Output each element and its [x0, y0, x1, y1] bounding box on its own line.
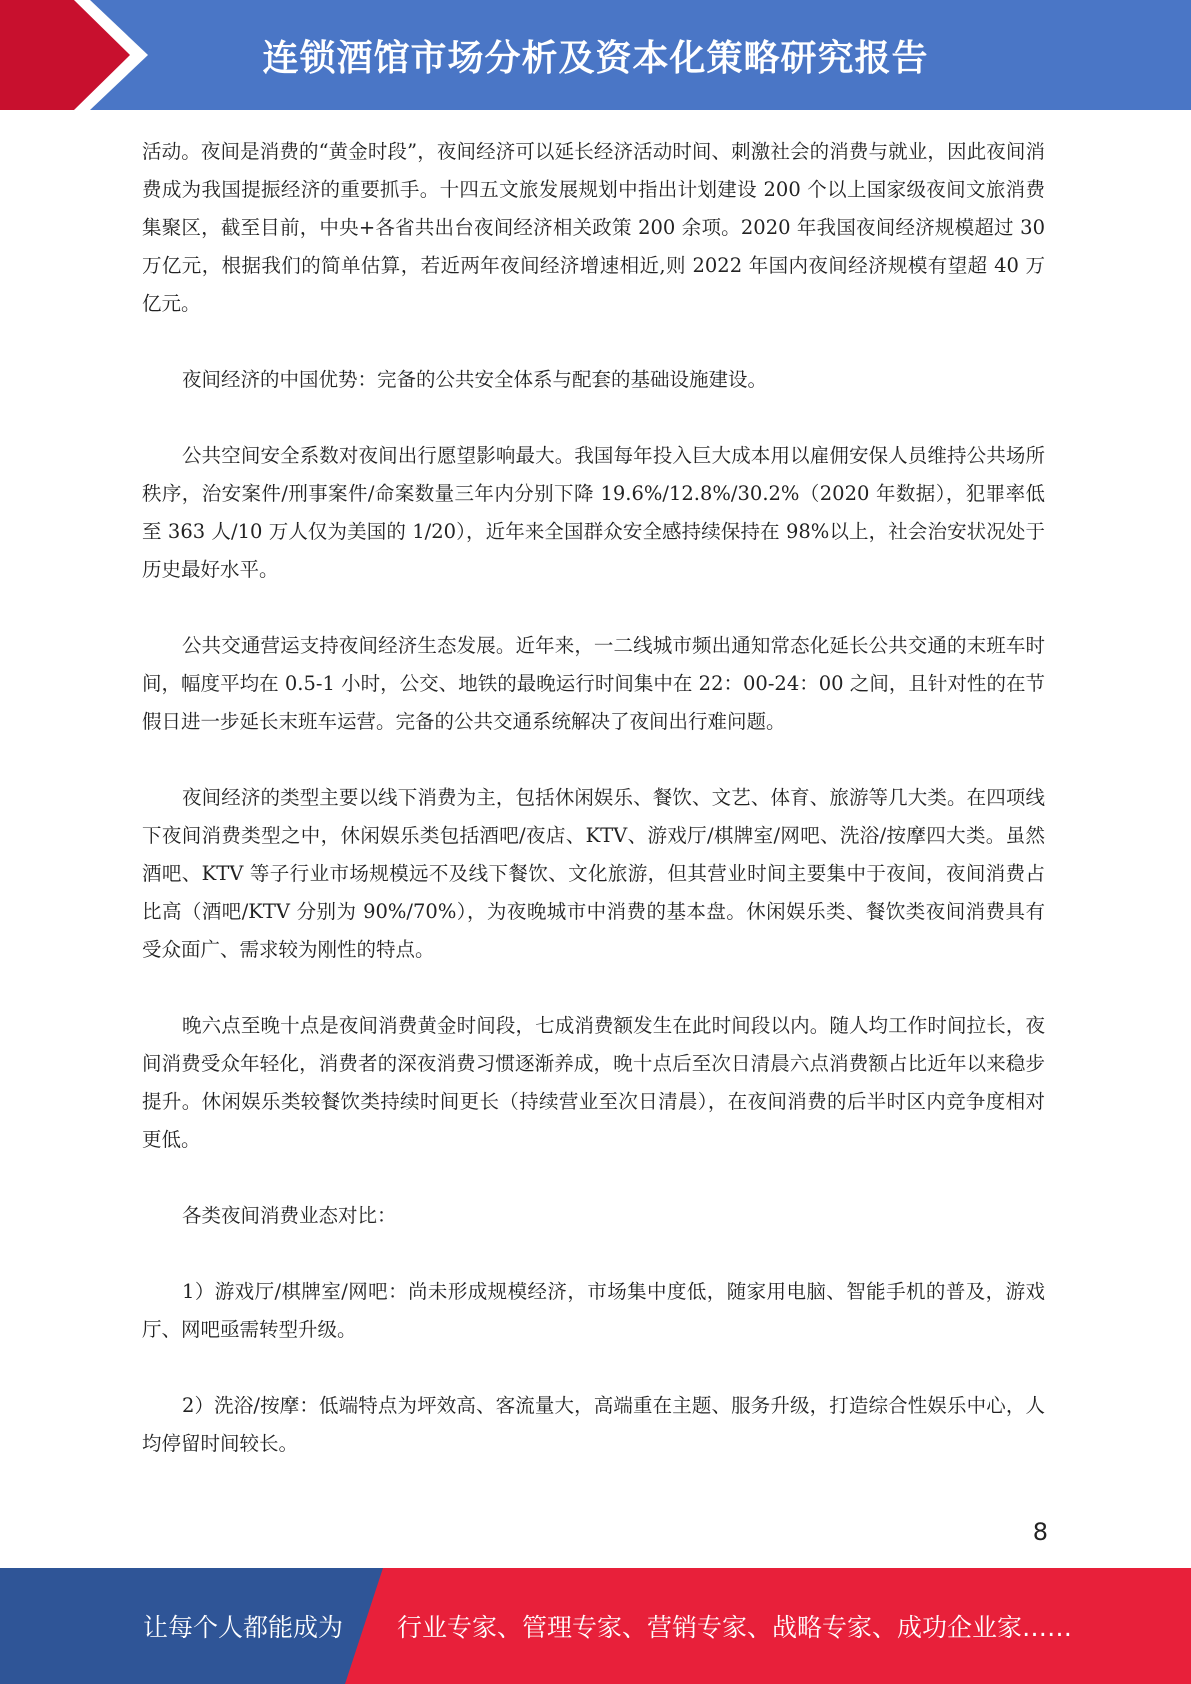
paragraph-night-economy-intro: 活动。夜间是消费的“黄金时段”，夜间经济可以延长经济活动时间、刺激社会的消费与就业，因此夜间消费成为我国提振经济的重要抓手。十四五文旅发展规划中指出计划建设 200 个以上国家级夜间文旅消费集聚区，截至目前，中央+各省共出台夜间经济相关政策 200 余项。2020 年我国夜间经济规模超过 30 万亿元，根据我们的简单估算，若近两年夜间经济增速相近,则 2022 年国内夜间经济规模有望超 40 万亿元。	[142, 140, 1045, 315]
list-item-arcade-internet-cafe: 1）游戏厅/棋牌室/网吧：尚未形成规模经济，市场集中度低，随家用电脑、智能手机的普及，游戏厅、网吧亟需转型升级。	[142, 1280, 1045, 1341]
paragraph-consumption-types: 夜间经济的类型主要以线下消费为主，包括休闲娱乐、餐饮、文艺、体育、旅游等几大类。在四项线下夜间消费类型之中，休闲娱乐类包括酒吧/夜店、KTV、游戏厅/棋牌室/网吧、洗浴/按摩四大类。虽然酒吧、KTV 等子行业市场规模远不及线下餐饮、文化旅游，但其营业时间主要集中于夜间，夜间消费占比高（酒吧/KTV 分别为 90%/70%），为夜晚城市中消费的基本盘。休闲娱乐类、餐饮类夜间消费具有受众面广、需求较为刚性的特点。	[142, 786, 1045, 961]
header-band	[0, 0, 1191, 110]
paragraph-format-comparison: 各类夜间消费业态对比：	[182, 1204, 397, 1227]
paragraph-golden-hours: 晚六点至晚十点是夜间消费黄金时间段，七成消费额发生在此时间段以内。随人均工作时间拉长，夜间消费受众年轻化，消费者的深夜消费习惯逐渐养成，晚十点后至次日清晨六点消费额占比近年以来稳步提升。休闲娱乐类较餐饮类持续时间更长（持续营业至次日清晨），在夜间消费的后半时区内竞争度相对更低。	[142, 1014, 1045, 1151]
footer-band	[0, 1568, 1191, 1684]
paragraph-public-safety: 公共空间安全系数对夜间出行愿望影响最大。我国每年投入巨大成本用以雇佣安保人员维持公共场所秩序，治安案件/刑事案件/命案数量三年内分别下降 19.6%/12.8%/30.2%（2020 年数据），犯罪率低至 363 人/10 万人仅为美国的 1/20），近年来全国群众安全感持续保持在 98%以上，社会治安状况处于历史最好水平。	[142, 444, 1045, 581]
footer-slogan-left: 让每个人都能成为	[143, 1613, 344, 1642]
document-body	[142, 133, 1045, 1501]
document-title: 连锁酒馆市场分析及资本化策略研究报告	[262, 37, 929, 79]
list-item-bath-massage: 2）洗浴/按摩：低端特点为坪效高、客流量大，高端重在主题、服务升级，打造综合性娱乐中心，人均停留时间较长。	[142, 1394, 1045, 1455]
page-number: 8	[1032, 1518, 1048, 1546]
paragraph-china-advantage: 夜间经济的中国优势：完备的公共安全体系与配套的基础设施建设。	[182, 368, 768, 391]
footer-slogan-right: 行业专家、管理专家、营销专家、战略专家、成功企业家……	[397, 1613, 1073, 1642]
header-arrow-decoration	[0, 0, 150, 110]
paragraph-public-transport: 公共交通营运支持夜间经济生态发展。近年来，一二线城市频出通知常态化延长公共交通的末班车时间，幅度平均在 0.5-1 小时，公交、地铁的最晚运行时间集中在 22：00-24：00 之间，且针对性的在节假日进一步延长末班车运营。完备的公共交通系统解决了夜间出行难问题。	[142, 634, 1045, 733]
